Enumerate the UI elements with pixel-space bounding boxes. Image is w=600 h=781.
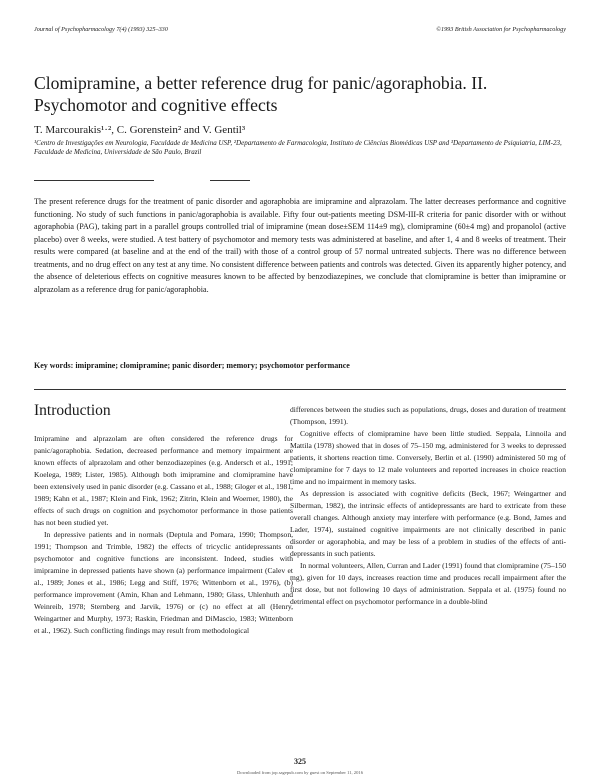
article-title: Clomipramine, a better reference drug for panic/agoraphobia. II. Psychomotor and cognitive effects [34,73,488,115]
copyright-header: ©1993 British Association for Psychopharmacology [436,26,566,33]
section-heading-introduction: Introduction [34,402,111,419]
paragraph: As depression is associated with cognitive deficits (Beck, 1967; Weingartner and Silberman, 1982), the intrinsic effects of antidepressants are hard to extricate from these overall changes. Although anxiety may interfere with performance (e.g. Bond, James and Lader, 1974), sustained cognitive impairments are not clinically described in panic disorder or agoraphobia, and may be less of a problem in studies of the effects of anti-depressants in such patients. [290,489,566,559]
paragraph: differences between the studies such as populations, drugs, doses and duration of treatment (Thompson, 1991). [290,405,566,427]
divider [34,389,566,390]
paragraph: In normal volunteers, Allen, Curran and Lader (1991) found that clomipramine (75–150 mg), given for 10 days, increases reaction time and produces recall impairment after the first dose, but not following 10 days of administration. Seppala et al. (1975) found no detrimental effect on psychomotor performance in a double-blind [290,561,566,607]
abstract: The present reference drugs for the treatment of panic disorder and agoraphobia are imipramine and alprazolam. The latter decreases performance and cognitive functioning. No study of such functions in panic/agoraphobia is available. Fifty four out-patients meeting DSM-III-R criteria for panic disorder with or without agoraphobia (PAG), taking part in a parallel groups controlled trial of imipramine (mean dose±SEM 114±9 mg), clomipramine (60±4 mg) and propanolol (active placebo) over 8 weeks, were studied. A test battery of psychomotor and memory tests was administered at baseline, and after 1, 4 and 8 weeks of treatment. Their results were compared (at baseline and at the end of the trail) with those of a control group of 57 normal untreated subjects. There was no difference between treatments, and no drug effect on any test at any time. No consistent difference between patients and controls was detected. Given its apparently higher potency, and the absence of deleterious effects on cognitive measures known to be affected by benzodiazepines, we conclude that clomipramine is better than imipramine or alprazolam as a reference drug for panic/agoraphobia. [34,197,566,294]
right-column [290,404,566,608]
paragraph: Cognitive effects of clomipramine have been little studied. Seppala, Linnoila and Mattila (1978) showed that in doses of 75–150 mg, administered for 3 weeks to depressed patients, it shortens reaction time. Conversely, Berlin et al. (1990) administered 50 mg of clomipramine for 7 days to 12 male volunteers and reported increases in choice reaction time and no impairment in memory tasks. [290,429,566,487]
page-number: 325 [294,757,306,766]
divider [34,180,154,181]
paragraph: Imipramine and alprazolam are often considered the reference drugs for panic/agoraphobia. Sedation, decreased performance and memory impairment are known effects of alprazolam and other benzodiazepines (e.g. Andersch et al., 1991; Koelega, 1989; Lister, 1985). Although both imipramine and clomipramine have been extensively used in panic disorder (e.g. Cassano et al., 1988; Gloger et al., 1981, 1989; Kahn et al., 1987; Klein and Fink, 1962; Zitrin, Klein and Woerner, 1980), the effects of such drugs on cognition and psychomotor performance in those patients has not been studied yet. [34,434,293,528]
download-footer: Downloaded from jop.sagepub.com by guest on September 11, 2016 [236,770,363,775]
authors: T. Marcourakis¹·², C. Gorenstein² and V. Gentil³ [34,124,246,136]
paragraph: In depressive patients and in normals (Deptula and Pomara, 1990; Thompson, 1991; Thompson and Trimble, 1982) the effects of tricyclic antidepressants on psychomotor and cognitive functions are inconsistent. Indeed, studies with imipramine in depressed patients have shown (a) performance impairment (Calev et al., 1989; Jones et al., 1986; Legg and Stiff, 1976; Wittenborn et al., 1976), (b) performance improvement (Amin, Khan and Lehmann, 1980; Glass, Uhlenhuth and Weinreib, 1978; Sternberg and Jarvik, 1976) or (c) no effect at all (Henry, Weingartner and Murphy, 1973; Raskin, Friedman and DiMascio, 1983; Wittenborn et al., 1962). Such conflicting findings may result from methodological [34,530,293,636]
divider [210,180,250,181]
keywords: Key words: imipramine; clomipramine; panic disorder; memory; psychomotor performance [34,361,350,370]
journal-header: Journal of Psychopharmacology 7(4) (1993) 325–330 [34,26,168,33]
affiliations: ¹Centro de Investigações em Neurologia, Faculdade de Medicina USP, ²Departamento de Farmacologia, Instituto de Ciências Biomédicas USP and ³Departamento de Psiquiatria, LIM-23, Faculdade de Medicina, Universidade de São Paulo, Brazil [34,139,562,156]
left-column [34,433,293,637]
